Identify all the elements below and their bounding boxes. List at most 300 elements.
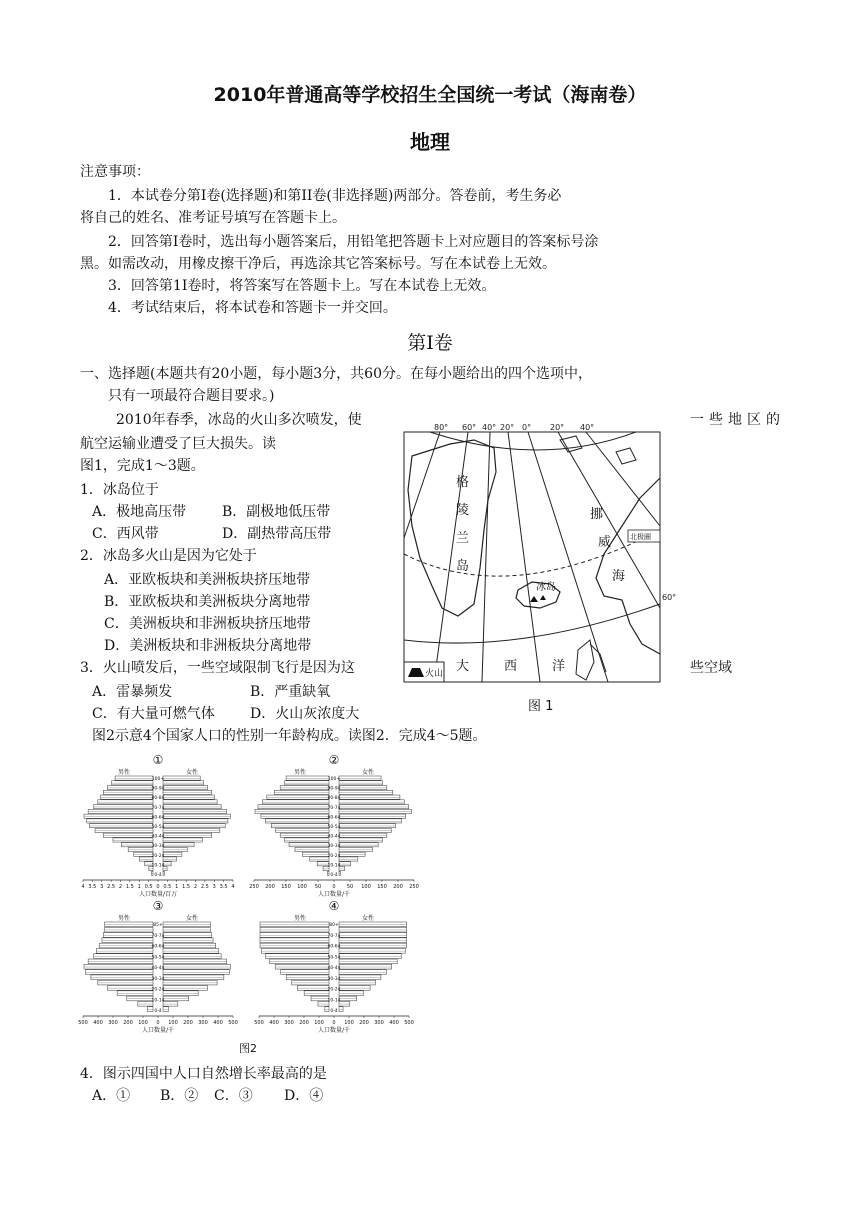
iceland-label: 冰岛 — [536, 582, 556, 593]
pyramid-1-female-bar — [163, 776, 200, 780]
pyramid-1-male-bar — [90, 824, 153, 828]
q3-option-d: D．火山灰浓度大 — [250, 706, 360, 722]
pyramid-2-tick-label: 200 — [393, 884, 403, 890]
pyramid-2-tick-label: 100 — [361, 884, 371, 890]
pyramid-2-female-bar — [339, 843, 378, 847]
pyramid-2-female: 女性 — [361, 769, 375, 776]
pyramid-4-age-label: 20-24 — [327, 987, 341, 993]
q1-option-d: D．副热带高压带 — [222, 526, 332, 542]
pyramid-4-male-bar — [270, 959, 329, 964]
pyramid-2-female-bar — [339, 828, 391, 832]
pyramid-4-female: 女性 — [361, 915, 375, 922]
pyramid-2-female-bar — [339, 776, 381, 780]
pyramid-2-tick-label: 150 — [281, 884, 291, 890]
pyramid-3-male-bar — [105, 927, 153, 932]
pyramid-3-tick-label: 200 — [183, 1020, 193, 1026]
pyramid-4-male-bar — [261, 948, 329, 953]
pyramid-1-female-bar — [163, 833, 212, 837]
pyramid-1-female-bar — [163, 800, 217, 804]
pyramid-1-tick-label: 2.5 — [200, 884, 209, 890]
pyramid-4-age-label: 70-74 — [327, 933, 341, 939]
pyramid-2-age-label: 10-14 — [327, 863, 341, 869]
passage-line-3: 图1，完成1～3题。 — [80, 458, 205, 474]
pyramid-2-male-bar — [328, 871, 329, 875]
pyramid-4-tick-label: 400 — [389, 1020, 399, 1026]
pyramid-3-female-bar — [163, 970, 229, 975]
pyramid-3-female-bar — [163, 964, 231, 969]
pyramid-1-male-bar — [152, 871, 153, 875]
pyramid-3-female-bar — [163, 1001, 178, 1006]
pyramid-4-female-bar — [339, 954, 401, 959]
pyramid-3-age-label: 50-54 — [151, 955, 165, 961]
pyramid-3-male-bar — [103, 933, 153, 938]
pyramid-4-tick-label: 300 — [374, 1020, 384, 1026]
lon-label-6: 20° — [550, 423, 565, 432]
pyramid-3-female-bar — [163, 1007, 168, 1012]
pyramid-3-female-bar — [163, 980, 217, 985]
q3-option-b: B．严重缺氧 — [250, 684, 331, 700]
pyramid-3-male-bar — [88, 959, 153, 964]
pyramid-2-age-label: 90-94 — [327, 786, 341, 792]
pyramid-1-tick-label: 2 — [193, 884, 198, 890]
note-2: 2．回答第Ⅰ卷时，选出每小题答案后，用铅笔把答题卡上对应题目的答案标号涂 — [108, 234, 599, 250]
figure-2-pyramids — [76, 752, 446, 1062]
pyramid-2-female-bar — [339, 819, 401, 823]
section-title: 第Ⅰ卷 — [407, 332, 453, 354]
pyramid-1-age-label: 100+ — [151, 777, 165, 782]
pyramid-1-male-bar — [84, 814, 153, 818]
pyramid-4-male: 男性 — [293, 915, 307, 922]
pyramid-2-female-bar — [339, 809, 412, 813]
pyramid-2-tick-label: 250 — [249, 884, 259, 890]
pyramid-4-tick-label: 200 — [359, 1020, 369, 1026]
pyramid-3-age-label: 40-44 — [151, 966, 165, 971]
figure-1-caption: 图 1 — [528, 699, 554, 714]
pyramid-1-male-bar — [103, 833, 153, 837]
pyramid-3-male-bar — [96, 948, 153, 953]
pyramid-4-unit: 人口数量/千 — [317, 1027, 351, 1034]
pyramid-4-age-label: 40-44 — [327, 966, 341, 971]
pyramid-1-tick-label: 2.5 — [107, 884, 116, 890]
legend-label: 火山 — [425, 669, 444, 679]
pyramid-3-male-bar — [102, 938, 153, 943]
pyramid-3-tick-label: 100 — [168, 1020, 178, 1026]
pyramid-1-female: 女性 — [185, 769, 199, 776]
pyramid-3-male-bar — [85, 970, 153, 975]
pyramid-4-age-label: 30-34 — [327, 976, 341, 982]
pyramid-4-age-label: 0-4 — [330, 1009, 338, 1014]
pyramid-4-tick-label: 0 — [332, 1020, 336, 1026]
pyramid-2-tick-label: 200 — [265, 884, 275, 890]
lon-label-1: 80° — [434, 423, 449, 432]
lon-label-4: 20° — [500, 423, 515, 432]
figure-2-caption: 图2 — [239, 1042, 257, 1055]
pyramid-2-age-label: 30-34 — [327, 844, 341, 850]
pyramid-1-age-label: 60-64 — [151, 815, 165, 821]
pyramid-2-label: ② — [328, 753, 340, 767]
pyramid-1-male-bar — [94, 805, 153, 809]
pyramid-1-female-bar — [163, 795, 214, 799]
passage-line-1-end: 一些地区的 — [690, 412, 785, 428]
pyramid-2-female-bar — [339, 795, 400, 799]
pyramid-2-male-bar — [286, 776, 329, 780]
pyramid-2-male-bar — [310, 857, 329, 861]
q3-option-c: C．有大量可燃气体 — [92, 706, 215, 722]
pyramid-1-male-bar — [113, 838, 153, 842]
q2-option-c: C．美洲板块和非洲板块挤压地带 — [104, 616, 311, 632]
pyramid-1-female-bar — [163, 781, 204, 785]
pyramid-1-tick-label: 3.5 — [88, 884, 97, 890]
pyramid-1-label: ① — [152, 753, 164, 767]
pyramid-1-male-bar — [98, 800, 153, 804]
note-3: 3．回答第1I卷时，将答案写在答题卡上。写在本试卷上无效。 — [108, 278, 496, 294]
norway-sea-label-2: 威 — [598, 535, 612, 550]
pyramid-1-male: 男性 — [117, 769, 131, 776]
pyramid-4-female-bar — [339, 991, 363, 996]
pyramid-4-female-bar — [339, 938, 407, 943]
pyramid-3-male-bar — [99, 943, 153, 948]
pyramid-3-age-label: 30-34 — [151, 976, 165, 982]
norway-sea-label-3: 海 — [612, 569, 626, 584]
q1-option-b: B．副极地低压带 — [222, 504, 331, 520]
pyramid-4-male-bar — [304, 991, 329, 996]
pyramid-2-female-bar — [339, 824, 396, 828]
pyramid-4-male-bar — [260, 927, 329, 932]
pyramid-4-tick-label: 100 — [314, 1020, 324, 1026]
pyramid-2-age-label: 0-4 — [330, 873, 338, 878]
pyramid-2-male-bar — [267, 795, 329, 799]
pyramid-2-female-bar — [339, 838, 383, 842]
pyramid-3-male: 男性 — [117, 915, 131, 922]
pyramid-1-male-bar — [101, 795, 153, 799]
pyramid-2-female-bar — [339, 871, 340, 875]
pyramid-3-female-bar — [163, 933, 212, 938]
pyramid-3-male-bar — [147, 1007, 153, 1012]
pyramid-3-female-bar — [163, 975, 224, 980]
pyramid-3-female-bar — [163, 954, 221, 959]
pyramid-1-tick-label: 1.5 — [125, 884, 134, 890]
pyramid-4-label: ④ — [328, 899, 340, 913]
pyramid-1-tick-label: 4 — [81, 884, 85, 890]
pyramid-2-age-label: 60-64 — [327, 815, 341, 821]
pyramid-2-male: 男性 — [293, 769, 307, 776]
pyramid-4-male-bar — [325, 1007, 329, 1012]
pyramid-2-male-bar — [258, 805, 329, 809]
pyramid-1-tick-label: 0.5 — [163, 884, 172, 890]
pyramid-3-tick-label: 200 — [123, 1020, 133, 1026]
fig2-intro: 图2示意4个国家人口的性别一年龄构成。读图2．完成4～5题。 — [92, 728, 487, 744]
atlantic-label-2: 西 — [504, 659, 518, 674]
pyramid-2-male-bar — [262, 800, 329, 804]
passage-line-1: 2010年春季，冰岛的火山多次喷发，使 — [116, 412, 362, 428]
pyramid-2-male-bar — [261, 814, 329, 818]
pyramid-3-tick-label: 500 — [228, 1020, 238, 1026]
pyramid-1-age-label: 80-84 — [151, 796, 165, 802]
pyramid-3-female-bar — [163, 938, 213, 943]
lon-label-2: 60° — [462, 423, 477, 432]
part1-intro-cont: 只有一项最符合题目要求。) — [108, 388, 275, 404]
pyramid-3-age-label: 85+ — [153, 923, 163, 928]
pyramid-2-female-bar — [339, 814, 406, 818]
pyramid-4-male-bar — [266, 954, 329, 959]
pyramid-1-male-bar — [103, 790, 153, 794]
pyramid-2-male-bar — [289, 843, 329, 847]
pyramid-2-male-bar — [295, 847, 329, 851]
pyramid-1-age-label: 20-24 — [151, 853, 165, 859]
pyramid-2-male-bar — [274, 790, 329, 794]
pyramid-3-tick-label: 500 — [78, 1020, 88, 1026]
pyramid-3-male-bar — [91, 975, 153, 980]
pyramid-3-male-bar — [117, 991, 153, 996]
q3-stem: 3．火山喷发后，一些空域限制飞行是因为这 — [80, 660, 355, 676]
pyramid-2-age-label: 70-74 — [327, 805, 341, 811]
pyramid-3-male-bar — [127, 996, 153, 1001]
pyramid-1-female-bar — [163, 805, 221, 809]
pyramid-3-age-label: 20-24 — [151, 987, 165, 993]
pyramid-3-age-label: 0-4 — [154, 1009, 162, 1014]
pyramid-1-female-bar — [163, 786, 208, 790]
pyramid-4-tick-label: 300 — [284, 1020, 294, 1026]
pyramid-4-tick-label: 100 — [344, 1020, 354, 1026]
pyramid-1-female-bar — [163, 838, 202, 842]
q3-stem-end: 些空域 — [690, 660, 732, 676]
q4-option-d: D．④ — [284, 1088, 324, 1104]
pyramid-1-female-bar — [163, 809, 227, 813]
pyramid-1-age-label: 10-14 — [151, 863, 165, 869]
note-1-cont: 将自己的姓名、准考证号填写在答题卡上。 — [80, 210, 346, 226]
pyramid-2-tick-label: 100 — [297, 884, 307, 890]
pyramid-4-female-bar — [339, 943, 407, 948]
pyramid-3-male-bar — [94, 954, 153, 959]
pyramid-1-age-label: 40-44 — [151, 834, 165, 840]
pyramid-1-female-bar — [163, 857, 177, 861]
pyramid-2-female-bar — [339, 790, 393, 794]
pyramid-1-female-bar — [163, 828, 220, 832]
greenland-label-1: 格 — [456, 475, 470, 490]
pyramid-3-label: ③ — [152, 899, 164, 913]
pyramid-1-tick-label: 1 — [175, 884, 179, 890]
pyramid-1-female-bar — [163, 871, 164, 875]
passage-line-2: 航空运输业遭受了巨大损失。读 — [80, 436, 276, 452]
pyramid-2-female-bar — [339, 857, 358, 861]
pyramid-1-female-bar — [163, 843, 194, 847]
q1-option-a: A．极地高压带 — [92, 504, 187, 520]
pyramid-1-female-bar — [163, 814, 231, 818]
pyramid-2-tick-label: 150 — [377, 884, 387, 890]
pyramid-2-female-bar — [339, 800, 404, 804]
pyramid-1-unit: 人口数量/百万 — [138, 891, 178, 898]
pyramid-1-age-label: 90-94 — [151, 786, 165, 792]
lon-label-3: 40° — [482, 423, 497, 432]
pyramid-3-male-bar — [107, 986, 153, 991]
pyramid-2-age-label: 100+ — [327, 777, 341, 782]
pyramid-1-female-bar — [163, 824, 225, 828]
pyramid-2-tick-label: 0 — [332, 884, 336, 890]
note-1: 1．本试卷分第Ⅰ卷(选择题)和第II卷(非选择题)两部分。答卷前，考生务必 — [108, 188, 562, 204]
pyramid-1-age-label: 50-54 — [151, 825, 165, 830]
pyramid-1-male-bar — [112, 781, 153, 785]
pyramid-4-male-bar — [275, 964, 329, 969]
pyramid-2-tick-label: 50 — [314, 884, 322, 890]
q4-option-b: B．② — [160, 1088, 199, 1104]
lat-label: 60° — [662, 593, 677, 602]
pyramid-3-female-bar — [163, 991, 198, 996]
pyramid-2-male-bar — [280, 786, 329, 790]
pyramid-2-female-bar — [339, 852, 365, 856]
pyramid-1-tick-label: 2 — [118, 884, 123, 890]
pyramid-3-age-label: 10-14 — [151, 998, 165, 1004]
pyramid-4-female-bar — [339, 922, 407, 927]
pyramid-1-female-bar — [163, 819, 228, 823]
map-frame — [404, 432, 660, 682]
pyramid-4-male-bar — [281, 970, 329, 975]
pyramid-2-age-label: 20-24 — [327, 853, 341, 859]
note-2-cont: 黑。如需改动，用橡皮擦干净后，再选涂其它答案标号。写在本试卷上无效。 — [80, 256, 556, 272]
pyramid-4-female-bar — [339, 948, 405, 953]
q2-option-d: D．美洲板块和非洲板块分离地带 — [104, 638, 312, 654]
pyramid-1-male-bar — [95, 828, 153, 832]
pyramid-1-male-bar — [88, 809, 153, 813]
pyramid-4-male-bar — [260, 938, 329, 943]
pyramid-4-male-bar — [297, 986, 329, 991]
q1-option-c: C．西风带 — [92, 526, 159, 542]
pyramid-1-female-bar — [163, 852, 182, 856]
pyramid-4-male-bar — [260, 933, 329, 938]
pyramid-4-female-bar — [339, 933, 407, 938]
pyramid-1-female-bar — [163, 790, 212, 794]
exam-title: 2010年普通高等学校招生全国统一考试（海南卷） — [213, 84, 647, 106]
pyramid-2-male-bar — [285, 838, 329, 842]
atlantic-label-1: 大 — [456, 659, 470, 674]
q4-option-a: A．① — [92, 1088, 131, 1104]
pyramid-2-male-bar — [255, 809, 329, 813]
pyramid-4-age-label: 80+ — [329, 923, 339, 928]
q2-option-b: B．亚欧板块和美洲板块分离地带 — [104, 594, 311, 610]
pyramid-4-tick-label: 400 — [269, 1020, 279, 1026]
pyramid-2-male-bar — [265, 819, 329, 823]
norway-sea-label-1: 挪 — [590, 507, 604, 522]
pyramid-1-tick-label: 1 — [137, 884, 141, 890]
note-4: 4．考试结束后，将本试卷和答题卡一并交回。 — [108, 300, 397, 316]
pyramid-3-tick-label: 400 — [93, 1020, 103, 1026]
pyramid-4-male-bar — [260, 922, 329, 927]
pyramid-2-female-bar — [339, 847, 372, 851]
pyramid-1-tick-label: 0 — [156, 884, 160, 890]
pyramid-2-male-bar — [302, 852, 329, 856]
pyramid-4-age-label: 60-64 — [327, 944, 341, 950]
pyramid-3-female-bar — [163, 959, 227, 964]
lon-label-7: 40° — [580, 423, 595, 432]
pyramid-3-unit: 人口数量/千 — [141, 1027, 175, 1034]
pyramid-1-tick-label: 3 — [100, 884, 104, 890]
pyramid-1-female-bar — [163, 847, 187, 851]
pyramid-3-male-bar — [105, 922, 153, 927]
pyramid-1-male-bar — [115, 776, 153, 780]
q4-option-c: C．③ — [214, 1088, 253, 1104]
pyramid-2-age-label: 80-84 — [327, 796, 341, 802]
pyramid-4-female-bar — [339, 980, 376, 985]
q2-option-a: A．亚欧板块和美洲板块挤压地带 — [104, 572, 311, 588]
pyramid-2-male-bar — [280, 833, 329, 837]
pyramid-2-tick-label: 250 — [409, 884, 419, 890]
pyramid-4-female-bar — [339, 975, 381, 980]
pyramid-4-male-bar — [292, 980, 329, 985]
pyramid-4-female-bar — [339, 1007, 343, 1012]
exam-subject: 地理 — [410, 130, 450, 154]
pyramid-3-tick-label: 400 — [213, 1020, 223, 1026]
q4-stem: 4．图示四国中人口自然增长率最高的是 — [80, 1066, 327, 1082]
pyramid-2-age-label: 50-54 — [327, 825, 341, 830]
pyramid-3-female-bar — [163, 996, 189, 1001]
greenland-label-4: 岛 — [456, 559, 470, 574]
pyramid-1-tick-label: 3.5 — [219, 884, 228, 890]
pyramid-3-tick-label: 300 — [108, 1020, 118, 1026]
figure-1-map — [390, 418, 680, 718]
pyramid-2-male-bar — [276, 828, 329, 832]
pyramid-4-male-bar — [260, 943, 329, 948]
pyramid-1-tick-label: 1.5 — [182, 884, 191, 890]
pyramid-1-male-bar — [134, 852, 153, 856]
pyramid-4-female-bar — [339, 986, 370, 991]
pyramid-3-female-bar — [163, 922, 210, 927]
greenland-label-2: 陵 — [456, 503, 470, 518]
q3-option-a: A．雷暴频发 — [92, 684, 173, 700]
pyramid-3-female: 女性 — [185, 915, 199, 922]
pyramid-4-male-bar — [286, 975, 329, 980]
volcano-markers — [530, 595, 546, 602]
pyramid-2-male-bar — [271, 824, 329, 828]
atlantic-label-3: 洋 — [552, 659, 566, 674]
pyramid-3-female-bar — [163, 986, 208, 991]
pyramid-2-female-bar — [339, 781, 383, 785]
pyramid-4-female-bar — [339, 970, 386, 975]
pyramid-1-tick-label: 3 — [212, 884, 216, 890]
pyramid-3-female-bar — [163, 927, 210, 932]
pyramid-2-female-bar — [339, 786, 387, 790]
pyramid-3-age-label: 60-64 — [151, 944, 165, 950]
pyramid-3-female-bar — [163, 948, 218, 953]
pyramid-4-male-bar — [311, 996, 329, 1001]
arctic-circle-label: 北极圈 — [630, 533, 651, 541]
pyramid-4-female-bar — [339, 1001, 350, 1006]
pyramid-2-female-bar — [339, 862, 351, 866]
greenland-label-3: 兰 — [456, 531, 470, 546]
part1-intro: 一、选择题(本题共有20小题，每小题3分，共60分。在每小题给出的四个选项中， — [80, 366, 592, 382]
pyramid-1-male-bar — [128, 847, 153, 851]
pyramid-4-tick-label: 200 — [299, 1020, 309, 1026]
pyramid-4-tick-label: 500 — [404, 1020, 414, 1026]
pyramid-3-male-bar — [84, 964, 153, 969]
lon-label-5: 0° — [522, 423, 532, 432]
pyramid-3-female-bar — [163, 943, 216, 948]
q2-stem: 2．冰岛多火山是因为它处于 — [80, 548, 257, 564]
pyramid-4-age-label: 10-14 — [327, 998, 341, 1004]
pyramid-2-tick-label: 50 — [346, 884, 354, 890]
pyramid-2-age-label: 40-44 — [327, 834, 341, 840]
notes-heading: 注意事项： — [80, 164, 150, 180]
pyramid-4-female-bar — [339, 959, 397, 964]
pyramid-3-tick-label: 100 — [138, 1020, 148, 1026]
pyramid-1-age-label: 0-4 — [154, 873, 162, 878]
pyramid-1-male-bar — [87, 819, 153, 823]
pyramid-2-female-bar — [339, 833, 387, 837]
pyramid-2-unit: 人口数量/千 — [317, 891, 351, 898]
pyramid-4-female-bar — [339, 964, 392, 969]
pyramid-1-tick-label: 4 — [231, 884, 235, 890]
pyramid-3-male-bar — [98, 980, 153, 985]
pyramid-2-female-bar — [339, 805, 409, 809]
q1-stem: 1．冰岛位于 — [80, 482, 159, 498]
